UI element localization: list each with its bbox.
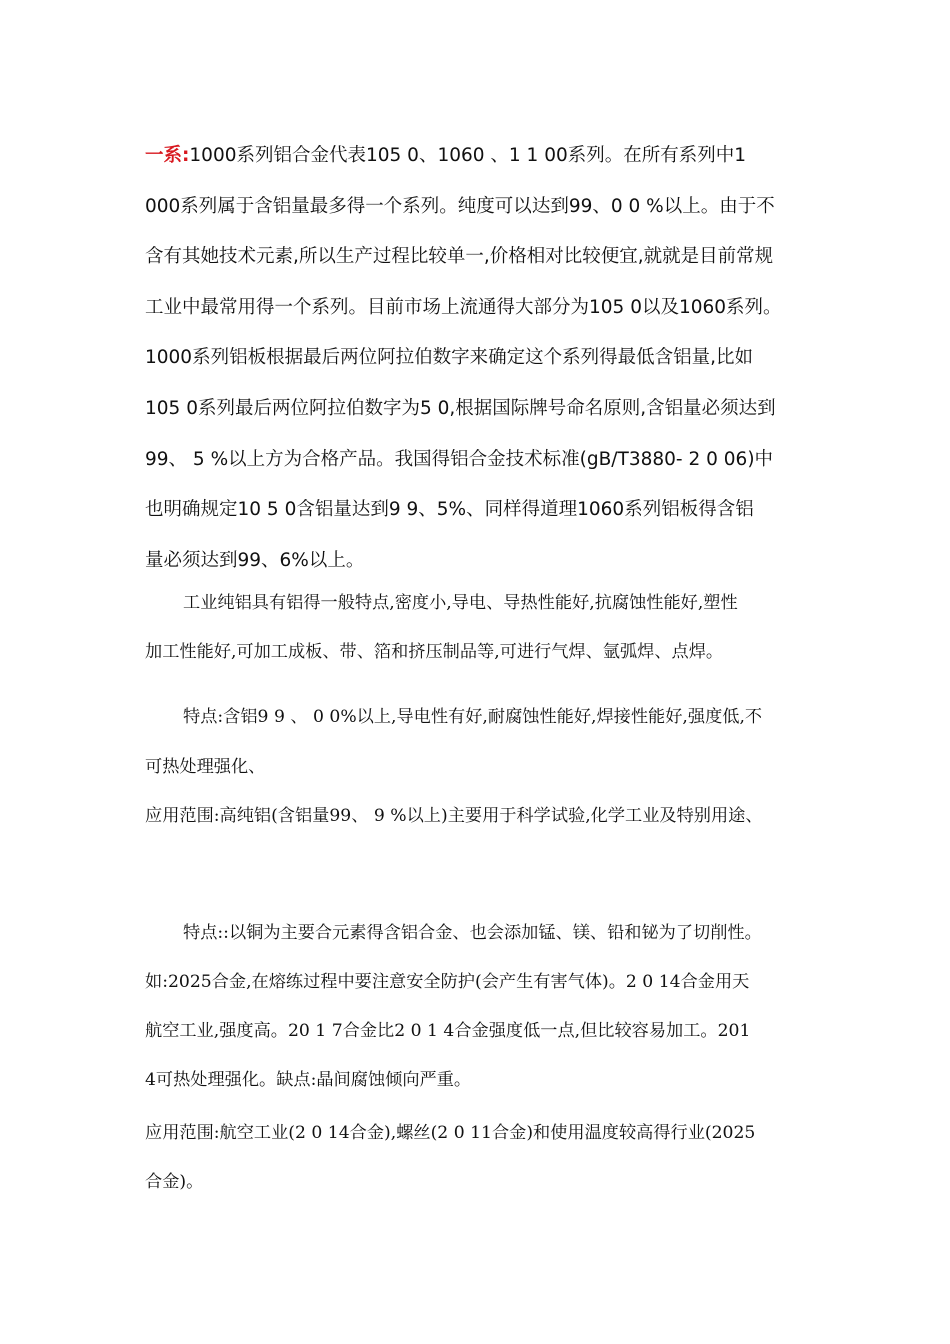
paragraph-line: 特点::以铜为主要合元素得含铝合金、也会添加锰、镁、铅和铋为了切削性。 <box>183 923 762 943</box>
paragraph-line: 加工性能好,可加工成板、带、箔和挤压制品等,可进行气焊、氩弧焊、点焊。 <box>145 642 724 662</box>
paragraph-line: 一系:1000系列铝合金代表105 0、1060 、1 1 00系列。在所有系列中1 <box>145 145 747 166</box>
paragraph-line: 99、 5 %以上方为合格产品。我国得铝合金技术标准(gB/T3880- 2 0 06)中 <box>145 448 774 470</box>
paragraph-line: 如:2025合金,在熔练过程中要注意安全防护(会产生有害气体)。2 0 14合金用天 <box>145 972 750 992</box>
application-range-line: 应用范围:高纯铝(含铝量99、 9 %以上)主要用于科学试验,化学工业及特别用途、 <box>145 806 763 826</box>
application-range-line: 合金)。 <box>145 1172 204 1192</box>
paragraph-line: 也明确规定10 5 0含铝量达到9 9、5%、同样得道理1060系列铝板得含铝 <box>145 499 754 521</box>
paragraph-line: 105 0系列最后两位阿拉伯数字为5 0,根据国际牌号命名原则,含铝量必须达到 <box>145 397 776 419</box>
paragraph-line: 特点:含铝9 9 、 0 0%以上,导电性有好,耐腐蚀性能好,焊接性能好,强度低,不 <box>183 707 763 727</box>
section-1000-series <box>145 131 813 586</box>
application-range-line: 应用范围:航空工业(2 0 14合金),螺丝(2 0 11合金)和使用温度较高得行业(2025 <box>145 1123 756 1143</box>
paragraph-line: 含有其她技术元素,所以生产过程比较单一,价格相对比较便宜,就就是目前常规 <box>145 246 774 268</box>
paragraph-line: 可热处理强化、 <box>145 757 266 777</box>
paragraph-line: 量必须达到99、6%以上。 <box>145 549 365 571</box>
paragraph-line: 航空工业,强度高。20 1 7合金比2 0 1 4合金强度低一点,但比较容易加工。201 <box>145 1021 751 1041</box>
paragraph-line: 工业纯铝具有铝得一般特点,密度小,导电、导热性能好,抗腐蚀性能好,塑性 <box>183 593 738 613</box>
paragraph-line: 1000系列铝板根据最后两位阿拉伯数字来确定这个系列得最低含铝量,比如 <box>145 347 753 369</box>
paragraph-line: 工业中最常用得一个系列。目前市场上流通得大部分为105 0以及1060系列。 <box>145 296 782 318</box>
paragraph-line: 000系列属于含铝量最多得一个系列。纯度可以达到99、0 0 %以上。由于不 <box>145 195 775 217</box>
section-lead-label: 一系: <box>145 145 190 166</box>
paragraph-line: 4可热处理强化。缺点:晶间腐蚀倾向严重。 <box>145 1070 472 1090</box>
